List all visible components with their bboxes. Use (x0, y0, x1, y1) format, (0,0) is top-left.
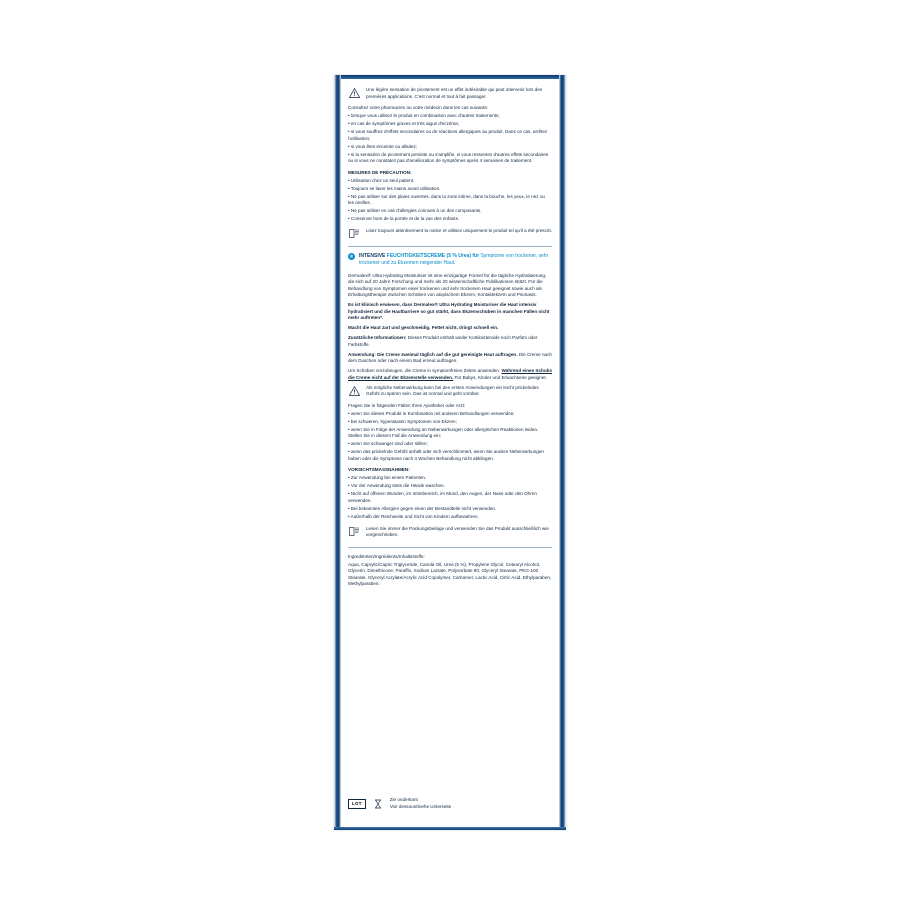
french-precautions-title: MESURES DE PRÉCAUTION: (348, 169, 412, 175)
german-intro: Dermalex® Ultra Hydrating Moisturiser ist eine einzigartige Formel für die tägliche Hydratisierung, die sich auf 20 Jahre Forschung und mehr als 20 wissenschaftliche Publikationen stützt. Für die Behandlung von Symptomen einer trockenen und sehr trockenen Haut geeignet sowie auch als Erhaltungstherapie zwischen Schüben von atopischem Ekzem, Kontaktekzem und Psoriasis. (348, 272, 547, 298)
german-leaflet-text: Lesen Sie immer die Packungsbeilage und verwenden Sie das Produkt ausschließlich wie vorgeschrieben. (366, 525, 549, 538)
german-ask-block (348, 403, 552, 463)
german-flareup-intro: Um Schüben vorzubeugen, die Creme in symptomfreien Zeiten anwenden. (348, 368, 502, 374)
lot-text (390, 797, 452, 810)
package-left-edge (334, 75, 341, 830)
german-skin-feel: Macht die Haut zart und geschmeidig. Fettet nicht, dringt schnell ein. (348, 325, 499, 331)
german-ask-title: Fragen Sie in folgenden Fällen Ihren Apotheker oder Arzt: (348, 402, 466, 408)
german-precautions-block (348, 467, 552, 520)
german-ask-item: • wenn Sie in Folge der Anwendung an Nebenwirkungen oder allergischen Reaktionen leiden. Stellen Sie in diesem Fall die Anwendung ein; (348, 426, 539, 439)
german-flareup-bold: Während eines Schubs die Creme nicht auf der Ekzemstelle verwenden. (348, 368, 553, 380)
french-precaution-item: • Conserver hors de la portée et de la vue des enfants. (348, 216, 460, 222)
french-precaution-item: • Utilisation chez un seul patient. (348, 177, 415, 183)
german-ask-item: • wenn Sie dieses Produkt in Kombination mit anderen Behandlungen verwenden; (348, 410, 515, 416)
german-flareup-rest: Für Babys, Kinder und Erwachsene geeignet. (453, 374, 547, 380)
french-leaflet-row (348, 228, 552, 238)
german-ask-item: • wenn Sie schwanger sind oder stillen; (348, 441, 428, 447)
german-usage (348, 352, 552, 365)
german-precaution-item: • Außerhalb der Reichweite und Sicht von Kindern aufbewahren. (348, 514, 479, 520)
headline-urea: (5 % Urea) für (446, 252, 480, 259)
registered-symbol-icon: ® (349, 254, 354, 260)
german-additional-info (348, 335, 552, 348)
warning-triangle-icon (348, 87, 361, 98)
french-precautions-block (348, 170, 552, 223)
headline-intensive: INTENSIVE (359, 252, 386, 259)
french-consult-item: • si la sensation de picotement persiste ou s'amplifie, si vous ressentez d'autres effets secondaires ou si vous ne constatez pas d'amélioration de symptômes après 4 semaines de traitement. (348, 151, 549, 164)
german-precaution-item: • Nicht auf offenen Wunden, im Intimbereich, im Mund, den Augen, der Nase oder den Ohren verwenden. (348, 491, 537, 503)
french-consult-item: • si vous souffrez d'effets secondaires ou de réactions allergiques au produit. Dans ce cas, arrêtez l'utilisation; (348, 129, 548, 141)
german-additional-text: Dieses Produkt enthält weder Kortikosteroide noch Parfüm oder Farbstoffe. (348, 335, 538, 347)
lot-row (348, 797, 552, 810)
read-leaflet-icon (348, 228, 361, 238)
french-consult-block (348, 105, 552, 165)
package-back-panel (348, 87, 552, 822)
read-leaflet-icon (348, 526, 361, 536)
german-precaution-item: • Zur Anwendung bei einem Patienten. (348, 475, 427, 481)
french-precaution-item: • Toujours se laver les mains avant utilisation. (348, 185, 441, 191)
german-clinical-claim: Es ist klinisch erwiesen, dass Dermalex® Ultra Hydrating Moisturiser die Haut intensiv hydratisiert und die Hautbarriere so gut stärkt, dass Ekzemschüben in manchen Fällen nicht mehr auftreten*. (348, 302, 550, 321)
german-precautions-title: VORSICHTSMASSNAHMEN: (348, 467, 410, 473)
french-precaution-item: • Ne pas utiliser sur des plaies ouvertes, dans la zone intime, dans la bouche, les yeux, le nez ou les oreilles. (348, 193, 545, 206)
french-consult-item: • en cas de symptômes graves et très aigus d'eczéma; (348, 121, 459, 127)
german-usage-bold2: auf die gut gereinigte Haut auftragen. (434, 351, 518, 357)
german-ask-item: • wenn das prickelnde Gefühl anhält oder sich verschlimmert, wenn Sie andere Nebenwirkungen haben oder die Symptome nach 4 Wochen Behandlung nicht abklingen. (348, 449, 544, 461)
french-leaflet-text: Lisez toujours attentivement la notice et utilisez uniquement le produit tel qu'il a été prescrit. (366, 227, 553, 233)
lot-line-2: Voir dessous/Siehe Unterseite (389, 803, 452, 809)
package-bottom-edge (334, 827, 566, 830)
hourglass-icon (373, 799, 383, 809)
french-warning-text: Une légère sensation de picotement est un effet indésirable qui peut intervenir lors des premières applications. C'est normal et tout à fait passager. (366, 87, 543, 99)
french-consult-item: • lorsque vous utilisez le produit en combinaison avec d'autres traitements; (348, 113, 500, 119)
french-consult-item: • si vous êtes enceinte ou allaitez; (348, 143, 418, 149)
ingredients-label: Ingrediënten/Ingrédients/Inhaltsstoffe: (348, 553, 425, 559)
german-usage-label: Anwendung: Die Creme zweimal täglich (348, 351, 435, 357)
product-package (334, 75, 566, 830)
ingredients-text: Aqua, Caprylic/Capric Triglyceride, Canola Oil, Urea (5 %), Propylene Glycol, Cetearyl Alcohol, Glycerin, Dimethicone, Paraffin, Sodium Lactate, Polysorbate 60, Glyceryl Stearate, PEG-100 Stearate, Glyceryl Acrylate/Acrylic Acid Copolymer, Carbomer, Lactic Acid, Citric Acid, Ethylparaben, Methylparaben. (348, 561, 552, 587)
french-warning-row (348, 87, 552, 100)
product-headline (348, 253, 552, 267)
section-divider (348, 246, 552, 247)
package-right-edge (559, 75, 566, 830)
german-ask-item: • bei schweren, hyperakuten Symptomen von Ekzem; (348, 418, 457, 424)
german-usage-rest: Die Creme nach dem Duschen oder nach einem Bad erneut auftragen. (348, 351, 552, 364)
lot-badge: LOT (348, 799, 366, 809)
german-flareup (348, 368, 552, 381)
german-leaflet-row (348, 526, 552, 539)
headline-product: FEUCHTIGKEITSCREME (386, 252, 446, 259)
german-additional-label: Zusätzliche Informationen: (348, 335, 407, 341)
german-side-effect-row (348, 385, 552, 398)
headline-rest: Symptome von trockener, sehr trockener und zu Ekzemen neigender Haut. (359, 252, 549, 266)
section-divider (348, 547, 552, 548)
german-precaution-item: • Bei bekannten Allergien gegen einen der Bestandteile nicht verwenden. (348, 506, 497, 511)
french-consult-intro: Consultez votre pharmacien ou votre médecin dans les cas suivants: (348, 105, 488, 111)
german-side-effect-text: Als mögliche Nebenwirkung kann bei den ersten Anwendungen ein leicht prickelndes Gefühl zu spüren sein. Das ist normal und geht vorüber. (366, 384, 539, 397)
german-precaution-item: • Vor der Anwendung stets die Hände waschen. (348, 483, 445, 489)
package-top-edge (334, 75, 566, 79)
headline-text (359, 253, 552, 267)
ingredients-block (348, 554, 552, 588)
warning-triangle-icon (348, 385, 361, 396)
french-precaution-item: • Ne pas utiliser en cas d'allergies connues à un des composants. (348, 208, 482, 214)
lot-line-1: Zie onderkant (389, 797, 418, 803)
